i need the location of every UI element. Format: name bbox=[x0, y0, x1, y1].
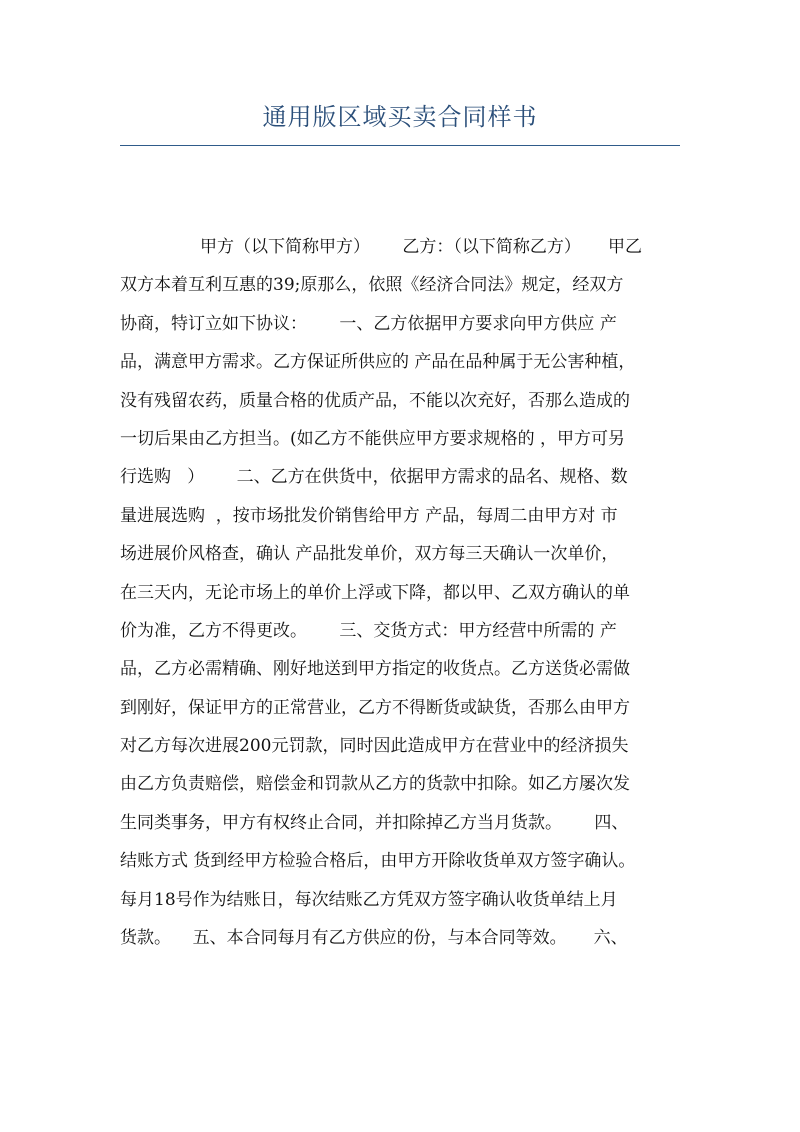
body-line: 每月18号作为结账日，每次结账乙方凭双方签字确认收货单结上月 bbox=[120, 889, 618, 910]
body-line: 由乙方负责赔偿，赔偿金和罚款从乙方的货款中扣除。如乙方屡次发 bbox=[120, 774, 630, 795]
body-line: 场进展价风格查，确认 产品批发单价，双方每三天确认一次单价， bbox=[120, 544, 619, 565]
body-line: 对乙方每次进展200元罚款，同时因此造成甲方在营业中的经济损失 bbox=[120, 736, 629, 757]
body-line: 没有残留农药，质量合格的优质产品，不能以次充好，否那么造成的 bbox=[120, 390, 630, 411]
body-line: 协商，特订立如下协议： 一、乙方依据甲方要求向甲方供应 产 bbox=[120, 313, 617, 334]
body-line: 行选购 ） 二、乙方在供货中，依据甲方需求的品名、规格、数 bbox=[120, 467, 628, 488]
body-line: 结账方式 货到经甲方检验合格后，由甲方开除收货单双方签字确认。 bbox=[120, 851, 636, 872]
body-line: 品，乙方必需精确、刚好地送到甲方指定的收货点。乙方送货必需做 bbox=[120, 659, 630, 680]
body-line: 货款。 五、本合同每月有乙方供应的份，与本合同等效。 六、 bbox=[120, 928, 628, 949]
body-line: 到刚好，保证甲方的正常营业，乙方不得断货或缺货，否那么由甲方 bbox=[120, 697, 630, 718]
body-line: 甲方（以下简称甲方） 乙方：（以下简称乙方） 甲乙 bbox=[200, 237, 642, 257]
body-line: 量进展选购 ，按市场批发价销售给甲方 产品，每周二由甲方对 市 bbox=[120, 505, 618, 526]
body-line: 在三天内，无论市场上的单价上浮或下降，都以甲、乙双方确认的单 bbox=[120, 582, 630, 603]
document-body bbox=[120, 228, 680, 957]
body-line: 生同类事务，甲方有权终止合同，并扣除掉乙方当月货款。 四、 bbox=[120, 812, 629, 833]
body-line: 双方本着互利互惠的39;原那么，依照《经济合同法》规定，经双方 bbox=[120, 275, 624, 296]
body-line: 品，满意甲方需求。乙方保证所供应的 产品在品种属于无公害种植， bbox=[120, 352, 636, 373]
document-title: 通用版区域买卖合同样书 bbox=[262, 103, 538, 131]
title-underline bbox=[120, 145, 680, 146]
body-line: 一切后果由乙方担当。(如乙方不能供应甲方要求规格的 ，甲方可另 bbox=[120, 428, 626, 449]
body-line: 价为准，乙方不得更改。 三、交货方式：甲方经营中所需的 产 bbox=[120, 620, 617, 641]
